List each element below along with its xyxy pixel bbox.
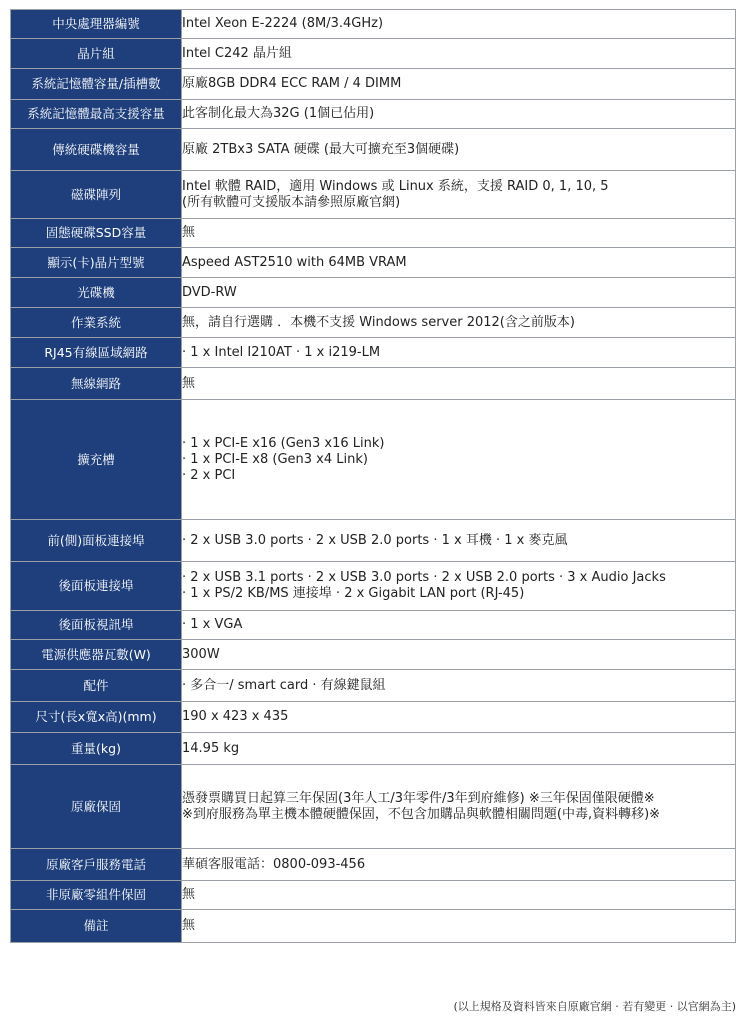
spec-value-line: · 1 x VGA: [182, 617, 243, 632]
spec-value-line: 無: [182, 225, 196, 240]
spec-row: [11, 881, 736, 910]
spec-row: [11, 39, 736, 69]
spec-value: [182, 640, 736, 670]
spec-label: 前(側)面板連接埠: [11, 520, 182, 562]
spec-value: [182, 520, 736, 562]
spec-value-line: DVD-RW: [182, 284, 237, 300]
spec-value: [182, 338, 736, 368]
spec-label: 重量(kg): [11, 733, 182, 765]
spec-value: [182, 129, 736, 171]
spec-value-line: Intel C242 晶片組: [182, 45, 292, 61]
spec-value-line: 無，請自行選購 ．本機不支援 Windows server 2012(含之前版本): [182, 314, 575, 330]
spec-row: [11, 849, 736, 881]
spec-row: [11, 640, 736, 670]
spec-value-line: 無: [182, 375, 196, 391]
spec-row: [11, 248, 736, 278]
spec-value-line: · 1 x Intel I210AT · 1 x i219-LM: [182, 344, 381, 360]
spec-label: 傳統硬碟機容量: [11, 129, 182, 171]
spec-value-line: Aspeed AST2510 with 64MB VRAM: [182, 254, 407, 270]
spec-value: [182, 765, 736, 849]
spec-value-line: 憑發票購買日起算三年保固(3年人工/3年零件/3年到府維修) ※三年保固僅限硬體※: [182, 790, 655, 806]
spec-label: 無線網路: [11, 368, 182, 400]
spec-value: [182, 611, 736, 640]
spec-value: [182, 278, 736, 308]
spec-value: [182, 881, 736, 910]
spec-value-line: Intel 軟體 RAID，適用 Windows 或 Linux 系統，支援 RAID 0, 1, 10, 5: [182, 178, 609, 194]
spec-value-line: (所有軟體可支援版本請參照原廠官網): [182, 194, 401, 210]
spec-value-line: 190 x 423 x 435: [182, 709, 289, 724]
spec-value-line: · 2 x USB 3.1 ports · 2 x USB 3.0 ports · 2 x USB 2.0 ports · 3 x Audio Jacks: [182, 570, 666, 585]
source-footnote: (以上規格及資料皆來自原廠官網 · 若有變更 · 以官網為主): [453, 1000, 736, 1013]
spec-value-line: · 1 x PS/2 KB/MS 連接埠 · 2 x Gigabit LAN port (RJ-45): [182, 586, 525, 601]
spec-value: [182, 670, 736, 702]
spec-row: [11, 368, 736, 400]
spec-label: 系統記憶體最高支援容量: [11, 100, 182, 129]
spec-value-line: 原廠8GB DDR4 ECC RAM / 4 DIMM: [182, 76, 402, 91]
spec-label: 原廠客戶服務電話: [11, 849, 182, 881]
spec-value-line: 無: [182, 918, 196, 933]
spec-value: [182, 733, 736, 765]
spec-value: [182, 400, 736, 520]
spec-label: 擴充槽: [11, 400, 182, 520]
spec-row: [11, 670, 736, 702]
spec-label: 作業系統: [11, 308, 182, 338]
spec-value: [182, 171, 736, 219]
spec-table: [10, 9, 736, 943]
spec-value-line: 300W: [182, 646, 220, 662]
spec-row: [11, 611, 736, 640]
spec-row: [11, 562, 736, 611]
spec-label: 非原廠零組件保固: [11, 881, 182, 910]
spec-value-line: 無: [182, 887, 196, 902]
spec-row: [11, 10, 736, 39]
spec-label: 固態硬碟SSD容量: [11, 219, 182, 248]
spec-value: [182, 368, 736, 400]
spec-label: 後面板連接埠: [11, 562, 182, 611]
spec-value-line: Intel Xeon E-2224 (8M/3.4GHz): [182, 16, 384, 31]
spec-value: [182, 308, 736, 338]
spec-value: [182, 849, 736, 881]
spec-value-line: · 2 x PCI: [182, 467, 236, 483]
spec-value: [182, 39, 736, 69]
spec-value: [182, 248, 736, 278]
spec-row: [11, 69, 736, 100]
spec-value: [182, 702, 736, 733]
spec-value-line: · 2 x USB 3.0 ports · 2 x USB 2.0 ports · 1 x 耳機 · 1 x 麥克風: [182, 532, 568, 548]
spec-value-line: ※到府服務為單主機本體硬體保固，不包含加購品與軟體相關問題(中毒,資料轉移)※: [182, 806, 661, 822]
spec-row: [11, 278, 736, 308]
spec-label: 配件: [11, 670, 182, 702]
spec-row: [11, 910, 736, 943]
spec-row: [11, 733, 736, 765]
spec-value: [182, 69, 736, 100]
spec-label: 後面板視訊埠: [11, 611, 182, 640]
spec-value-line: · 多合一/ smart card · 有線鍵鼠組: [182, 677, 386, 693]
spec-label: 電源供應器瓦數(W): [11, 640, 182, 670]
spec-label: 原廠保固: [11, 765, 182, 849]
spec-label: 系統記憶體容量/插槽數: [11, 69, 182, 100]
spec-value-line: 14.95 kg: [182, 740, 240, 756]
spec-row: [11, 100, 736, 129]
spec-label: 光碟機: [11, 278, 182, 308]
spec-label: 晶片組: [11, 39, 182, 69]
spec-label: 備註: [11, 910, 182, 943]
spec-row: [11, 219, 736, 248]
spec-value: [182, 910, 736, 943]
spec-value-line: 華碩客服電話：0800-093-456: [182, 856, 366, 872]
spec-row: [11, 129, 736, 171]
spec-label: 顯示(卡)晶片型號: [11, 248, 182, 278]
spec-value-line: · 1 x PCI-E x8 (Gen3 x4 Link): [182, 451, 368, 467]
spec-value-line: 此客制化最大為32G (1個已佔用): [182, 106, 375, 121]
spec-value-line: · 1 x PCI-E x16 (Gen3 x16 Link): [182, 435, 385, 451]
spec-row: [11, 765, 736, 849]
spec-row: [11, 702, 736, 733]
spec-table-body: [11, 10, 736, 943]
spec-label: 磁碟陣列: [11, 171, 182, 219]
spec-row: [11, 171, 736, 219]
spec-label: 中央處理器編號: [11, 10, 182, 39]
spec-row: [11, 308, 736, 338]
spec-value-line: 原廠 2TBx3 SATA 硬碟 (最大可擴充至3個硬碟): [182, 141, 460, 157]
spec-value: [182, 562, 736, 611]
spec-label: RJ45有線區域網路: [11, 338, 182, 368]
spec-sheet: [10, 9, 736, 943]
spec-row: [11, 338, 736, 368]
spec-label: 尺寸(長x寬x高)(mm): [11, 702, 182, 733]
spec-row: [11, 400, 736, 520]
spec-value: [182, 219, 736, 248]
spec-value: [182, 10, 736, 39]
spec-value: [182, 100, 736, 129]
spec-row: [11, 520, 736, 562]
